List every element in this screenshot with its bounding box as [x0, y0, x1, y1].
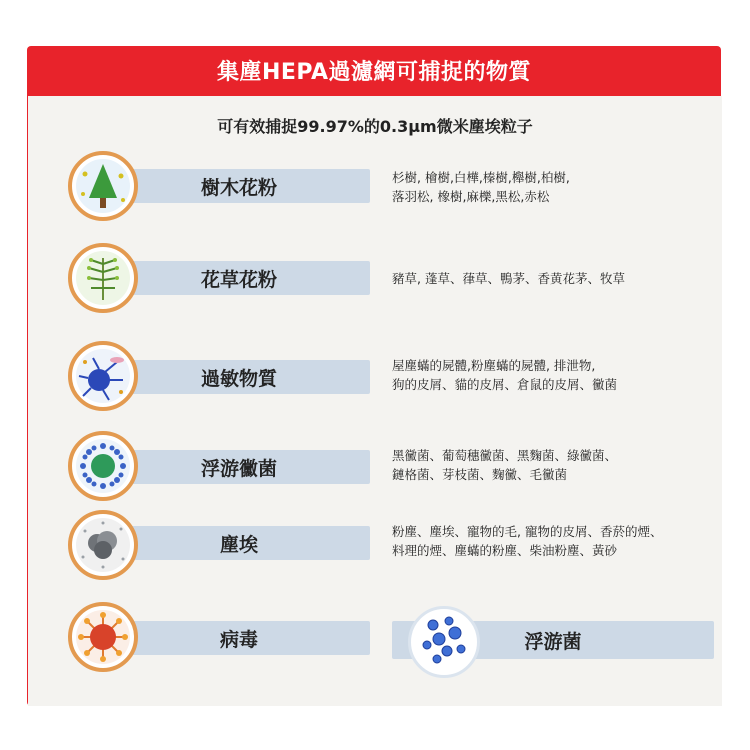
bacteria-icon [408, 606, 480, 678]
virus-icon [68, 602, 138, 672]
category-row-tree-pollen [0, 148, 750, 228]
allergen-icon [68, 341, 138, 411]
category-description: 豬草, 蓬草、葎草、鴨茅、香黄花茅、牧草 [392, 271, 625, 286]
category-row-allergens [0, 336, 750, 416]
category-row-grass-pollen [0, 240, 750, 320]
grass-icon [68, 243, 138, 313]
category-label: 花草花粉 [108, 261, 370, 295]
category-row-dust [0, 512, 750, 592]
category-label: 樹木花粉 [108, 169, 370, 203]
category-description: 杉樹, 檜樹,白樺,榛樹,櫸樹,柏樹, 落羽松, 橡樹,麻櫟,黑松,赤松 [392, 170, 570, 204]
category-description: 粉塵、塵埃、寵物的毛, 寵物的皮屑、香菸的煙、 料理的煙、塵蟎的粉塵、柴油粉塵、黃砂 [392, 524, 663, 558]
dust-icon [68, 510, 138, 580]
category-row-airborne-mold [0, 428, 750, 508]
category-label: 浮游黴菌 [108, 450, 370, 484]
tree-icon [68, 151, 138, 221]
page-subtitle: 可有效捕捉99.97%的0.3μm微米塵埃粒子 [217, 117, 533, 136]
category-label: 病毒 [108, 621, 370, 655]
category-description: 屋塵蟎的屍體,粉塵蟎的屍體, 排泄物, 狗的皮屑、貓的皮屑、倉鼠的皮屑、黴菌 [392, 358, 618, 392]
page-title: 集塵HEPA過濾網可捕捉的物質 [216, 60, 532, 85]
category-label: 塵埃 [108, 526, 370, 560]
category-description: 黑黴菌、葡萄穗黴菌、黑麴菌、綠黴菌、 鏈格菌、芽枝菌、麴黴、毛黴菌 [392, 448, 618, 482]
mold-spore-icon [68, 431, 138, 501]
category-label-airborne-bacteria: 浮游菌 [392, 621, 714, 659]
category-label: 過敏物質 [108, 360, 370, 394]
